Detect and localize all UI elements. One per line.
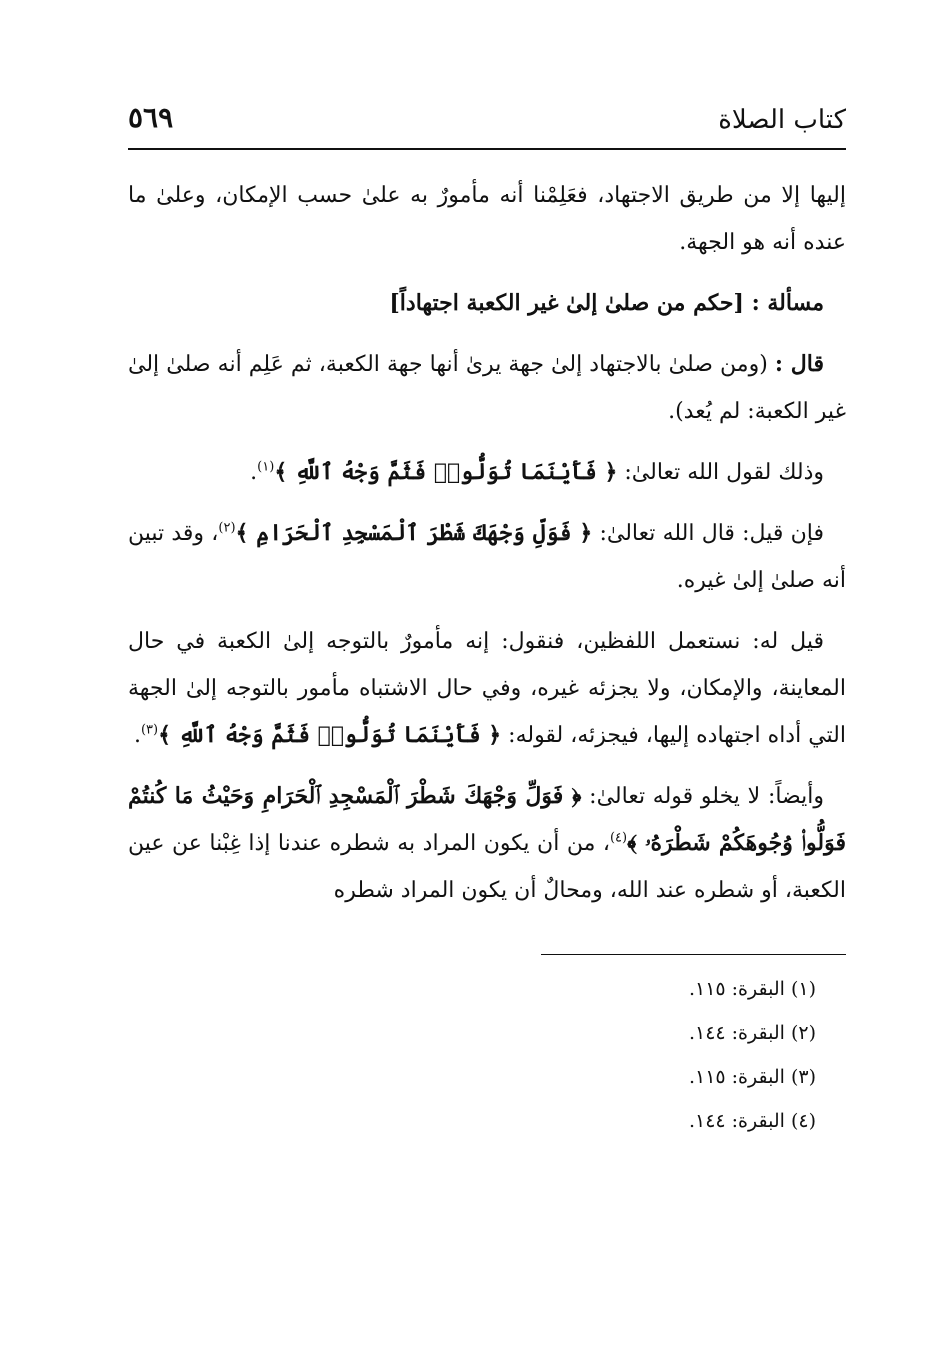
quran-quote-4: ﴿ فَوَلِّ وَجْهَكَ شَطْرَ ٱلْمَسْجِدِ ٱلْحَرَامِ وَحَيْثُ مَا كُنتُمْ فَوَلُّوا۟ وُجُوهَكُمْ شَطْرَهُۥ ﴾ xyxy=(128,783,846,856)
paragraph-2-text: (ومن صلىٰ بالاجتهاد إلىٰ جهة يرىٰ أنها جهة الكعبة، ثم عَلِم أنه صلىٰ إلىٰ غير الكعبة: لم يُعد). xyxy=(128,352,846,424)
paragraph-3-end: . xyxy=(250,460,258,485)
footnote-item: (٢) البقرة: ١٤٤. xyxy=(688,1022,816,1044)
paragraph-6 xyxy=(128,773,846,914)
paragraph-4 xyxy=(128,510,846,604)
paragraph-6-intro: وأيضاً: لا يخلو قوله تعالىٰ: xyxy=(589,784,824,809)
footnote-ref-2: (٢) xyxy=(218,520,236,536)
running-title: كتاب الصلاة xyxy=(718,105,846,135)
paragraph-3-intro: وذلك لقول الله تعالىٰ: xyxy=(624,460,824,485)
footnote-ref-1: (١) xyxy=(257,459,275,475)
book-page xyxy=(128,100,846,1143)
heading-text: [حكم من صلىٰ إلىٰ غير الكعبة اجتهاداً] xyxy=(389,290,744,316)
quran-quote-3: ﴿ فَأَيْنَمَا تُوَلُّوا۟ فَثَمَّ وَجْهُ ٱللَّهِ ﴾ xyxy=(158,722,502,748)
footnote-ref-3: (٣) xyxy=(140,722,159,738)
paragraph-5 xyxy=(128,618,846,759)
paragraph-5-intro: قيل له: نستعمل اللفظين، فنقول: إنه مأمورٌ بالتوجه إلىٰ الكعبة في حال المعاينة، والإمكان، ولا يجزئه غيره، وفي حال الاشتباه مأمور بالتوجه إلىٰ الجهة التي أداه اجتهاده إليها، فيجزئه، لقوله: xyxy=(128,629,846,748)
footnotes xyxy=(128,967,846,1143)
quran-quote-1: ﴿ فَأَيْنَمَا تُوَلُّوا۟ فَثَمَّ وَجْهُ ٱللَّهِ ﴾ xyxy=(274,459,618,485)
footnote-item: (٣) البقرة: ١١٥. xyxy=(688,1066,816,1088)
footnote-item: (١) البقرة: ١١٥. xyxy=(688,978,816,1000)
footnote-item: (٤) البقرة: ١٤٤. xyxy=(688,1110,816,1132)
paragraph-4-intro: فإن قيل: قال الله تعالىٰ: xyxy=(599,521,824,546)
section-heading xyxy=(128,280,846,327)
page-header xyxy=(128,100,846,144)
paragraph-5-end: . xyxy=(133,723,141,748)
header-divider xyxy=(128,148,846,150)
quran-quote-2: ﴿ فَوَلِّ وَجْهَكَ شَطْرَ ٱلْمَسْجِدِ ٱلْحَرَامِ ﴾ xyxy=(235,520,593,546)
paragraph-6-end: ، من أن يكون المراد به شطره عندنا إذا غِبْنا عن عين الكعبة، أو شطره عند الله، ومحالٌ أن يكون المراد شطره xyxy=(128,831,846,903)
heading-label: مسألة : xyxy=(751,290,824,316)
qala-label: قال : xyxy=(774,351,824,377)
footnote-ref-4: (٤) xyxy=(609,830,628,846)
paragraph-1: إليها إلا من طريق الاجتهاد، فعَلِمْنا أنه مأمورٌ به علىٰ حسب الإمكان، وعلىٰ ما عنده أنه هو الجهة. xyxy=(128,183,846,255)
footnote-divider xyxy=(541,954,846,955)
paragraph-2 xyxy=(128,341,846,435)
paragraph-4-end: ، وقد تبين أنه صلىٰ إلىٰ غيره. xyxy=(128,521,846,593)
page-number: ٥٦٩ xyxy=(128,101,174,134)
paragraph-3 xyxy=(128,449,846,496)
